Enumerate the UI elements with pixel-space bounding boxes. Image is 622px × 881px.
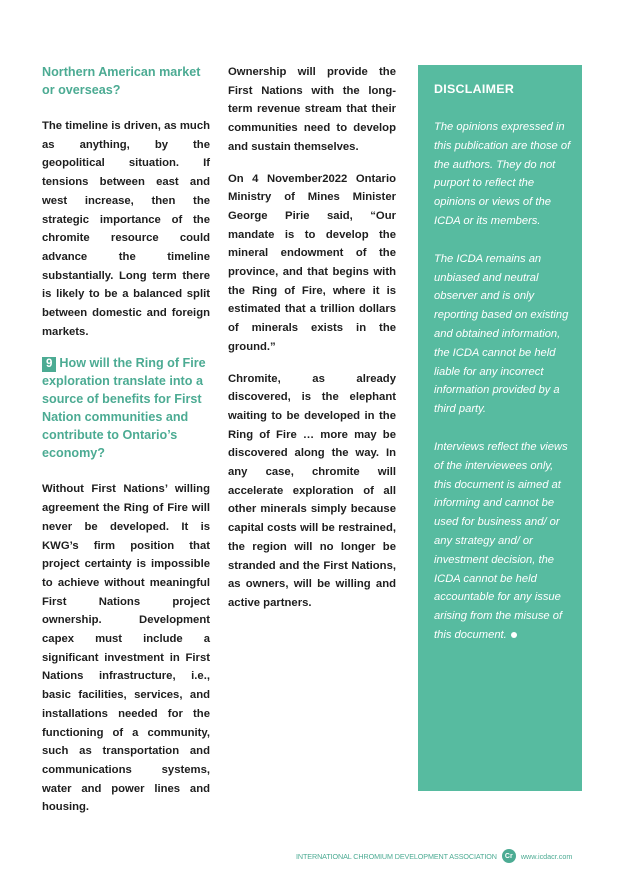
question-9-text: How will the Ring of Fire exploration translate into a source of benefits for First Nation communities and contribute to Ontario’s economy? xyxy=(42,356,206,461)
paragraph-minister-quote: On 4 November2022 Ontario Ministry of Mines Minister George Pirie said, “Our mandate is to develop the mineral endowment of the province, and that begins with the Ring of Fire, where it is estimated that a trillion dollars of minerals exists in the ground.” xyxy=(228,172,396,353)
disclaimer-box xyxy=(418,65,582,791)
footer-website-link[interactable]: www.icdacr.com xyxy=(520,851,573,861)
icda-logo-icon: Cr xyxy=(502,849,516,863)
question-9-heading xyxy=(42,354,210,462)
disclaimer-paragraph-interviews-text: Interviews reflect the views of the interviewees only, this document is aimed at informing and cannot be used for business and/ or any strategy and/ or investment decision, the ICDA cannot be held accountable for any issue arising from the misuse of this document. xyxy=(434,440,568,641)
paragraph-first-nations: Without First Nations’ willing agreement the Ring of Fire will never be developed. It is KWG’s firm position that project certainty is impossible to achieve without meaningful First Nations project ownership. Development capex must include a significant investment in First Nations infrastructure, i.e., basic facilities, services, and installations needed for the functioning of a community, such as transportation and communications systems, water and power lines and housing. xyxy=(42,483,210,814)
section-heading-markets: Northern American market or overseas? xyxy=(42,65,201,97)
footer-association-name: INTERNATIONAL CHROMIUM DEVELOPMENT ASSOCIATION xyxy=(296,851,497,861)
end-bullet-icon xyxy=(511,632,517,638)
paragraph-chromite: Chromite, as already discovered, is the elephant waiting to be developed in the Ring of Fire … more may be discovered along the way. In any case, chromite will accelerate exploration of all other minerals simply because capital costs will be restrained, the region will no longer be stranded and the First Nations, as owners, will be willing and active partners. xyxy=(228,372,396,609)
middle-column xyxy=(228,63,396,613)
disclaimer-paragraph-unbiased: The ICDA remains an unbiased and neutral observer and is only reporting based on existing and obtained information, the ICDA cannot be held liable for any incorrect information provided by a third party. xyxy=(434,252,569,416)
page-footer xyxy=(296,848,586,864)
paragraph-timeline: The timeline is driven, as much as anything, by the geopolitical situation. If tensions between east and west increase, then the strategic importance of the chromite resource could advance the timeline substantially. Long term there is likely to be a balanced split between domestic and foreign markets. xyxy=(42,120,210,338)
disclaimer-paragraph-opinions: The opinions expressed in this publication are those of the authors. They do not purport to reflect the opinions or views of the ICDA or its members. xyxy=(434,121,571,227)
disclaimer-paragraph-interviews xyxy=(434,438,572,645)
paragraph-ownership: Ownership will provide the First Nations with the long-term revenue stream that their communities need to develop and sustain themselves. xyxy=(228,66,396,153)
disclaimer-title: DISCLAIMER xyxy=(434,82,515,96)
left-column xyxy=(42,63,210,817)
question-number-badge: 9 xyxy=(42,357,56,372)
